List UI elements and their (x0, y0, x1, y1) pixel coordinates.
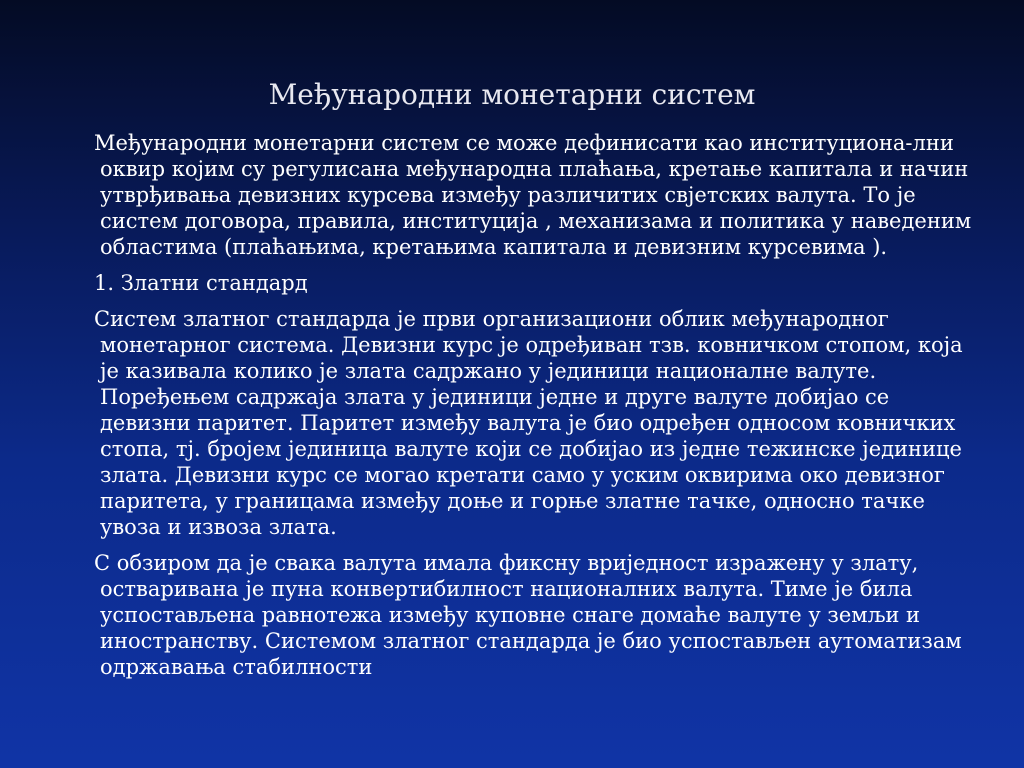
paragraph-gold-standard: Систем златног стандарда је први организациони облик међународног монетарног система. Девизни курс је одређиван тзв. ковничком стопом, која је казивала колико је злата садржано у јединици националне валуте. Поређењем садржаја злата у јединици једне и друге валуте добијао се девизни паритет. Паритет између валута је био одређен односом ковничких стопа, тј. бројем јединица валуте који се добијао из једне тежинске јединице злата. Девизни курс се могао кретати само у уским оквирима око девизног паритета, у границама између доње и горње златне тачке, односно тачке увоза и извоза злата. (94, 307, 963, 539)
slide-body (94, 130, 980, 690)
paragraph-definition: Међународни монетарни систем се може дефинисати као институциона-лни оквир којим су регулисана међународна плаћања, кретање капитала и начин утврђивања девизних курсева између различитих свјетских валута. То је систем договора, правила, институција , механизама и политика у наведеним областима (плаћањима, кретањима капитала и девизним курсевима ). (94, 131, 972, 259)
slide-title: Међународни монетарни систем (268, 78, 756, 111)
paragraph-convertibility: С обзиром да је свака валута имала фиксну вриједност изражену у злату, остваривана је пуна конвертибилност националних валута. Тиме је била успостављена равнотежа између куповне снаге домаће валуте у земљи и иностранству. Системом златног стандарда је био успостављен аутоматизам одржавања стабилности (94, 551, 962, 679)
section-heading-gold-standard: 1. Златни стандард (94, 271, 308, 295)
